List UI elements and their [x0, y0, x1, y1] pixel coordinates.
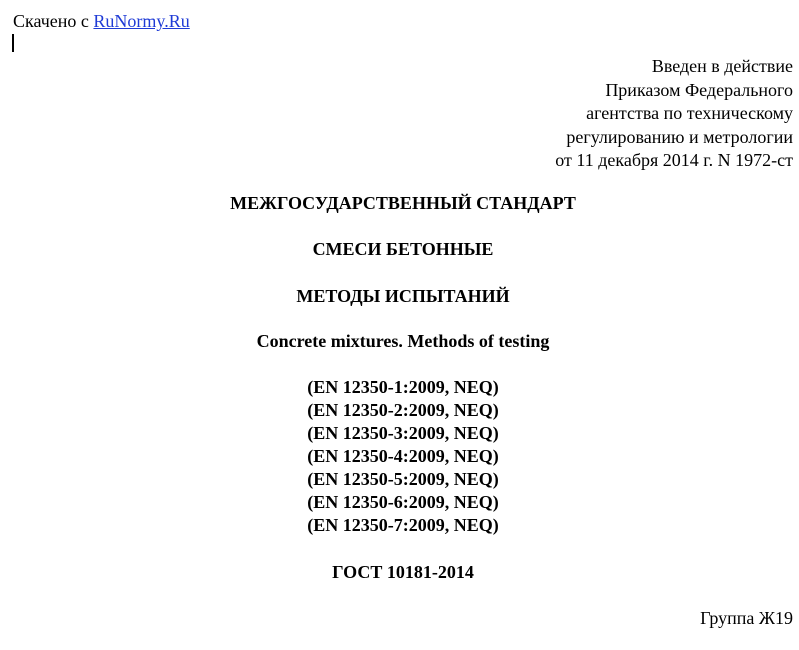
group-code: Группа Ж19	[700, 608, 793, 628]
title-en: Concrete mixtures. Methods of testing	[256, 331, 550, 351]
enactment-line: агентства по техническому	[586, 103, 793, 123]
enactment-line: Введен в действие	[651, 56, 793, 76]
reference-item: (EN 12350-7:2009, NEQ)	[307, 515, 499, 535]
reference-item: (EN 12350-4:2009, NEQ)	[307, 446, 499, 466]
download-source-prefix: Скачено с	[13, 11, 89, 31]
enactment-note	[555, 55, 793, 173]
subtitle-ru: МЕТОДЫ ИСПЫТАНИЙ	[296, 286, 510, 306]
standard-type-heading: МЕЖГОСУДАРСТВЕННЫЙ СТАНДАРТ	[230, 193, 576, 213]
download-source-line	[13, 10, 190, 32]
reference-item: (EN 12350-2:2009, NEQ)	[307, 400, 499, 420]
enactment-line: Приказом Федерального	[605, 79, 793, 100]
reference-item: (EN 12350-3:2009, NEQ)	[307, 423, 499, 443]
runormy-link[interactable]: RuNormy.Ru	[93, 11, 190, 31]
reference-item: (EN 12350-5:2009, NEQ)	[307, 469, 499, 489]
reference-item: (EN 12350-1:2009, NEQ)	[307, 377, 499, 397]
enactment-line: от 11 декабря 2014 г. N 1972-ст	[555, 150, 793, 170]
reference-list	[0, 376, 799, 537]
gost-number: ГОСТ 10181-2014	[332, 562, 474, 582]
title-ru: СМЕСИ БЕТОННЫЕ	[312, 239, 494, 259]
text-cursor	[12, 34, 14, 52]
reference-item: (EN 12350-6:2009, NEQ)	[307, 492, 499, 512]
enactment-line: регулированию и метрологии	[566, 126, 793, 147]
